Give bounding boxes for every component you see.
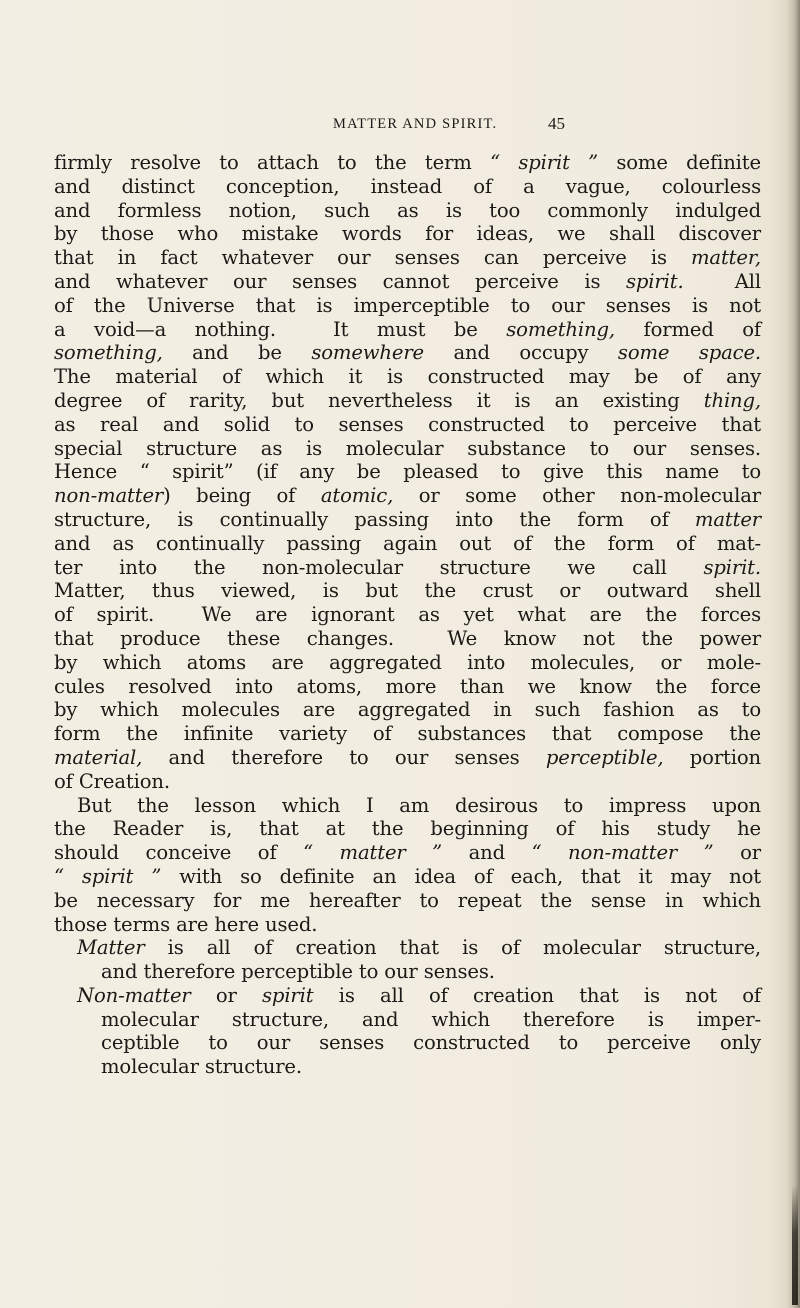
text-run: special structure as is molecular substance to our senses. xyxy=(54,436,761,460)
text-line xyxy=(54,484,761,508)
italic-text: non-matter xyxy=(54,484,164,508)
text-line xyxy=(54,675,761,699)
text-run: Hence “ spirit” (if any be pleased to give this name to xyxy=(54,460,761,484)
text-line xyxy=(54,532,761,556)
text-run: form the infinite variety of substances that compose the xyxy=(54,722,761,746)
text-line xyxy=(54,556,761,580)
text-run: of Creation. xyxy=(54,769,170,793)
text-line xyxy=(54,698,761,722)
italic-text: Matter xyxy=(77,936,145,960)
text-run: cules resolved into atoms, more than we know the force xyxy=(54,674,761,698)
text-run: firmly resolve to attach to the term xyxy=(54,151,491,174)
text-run: structure, is continually passing into the form of xyxy=(54,507,695,531)
italic-text: spirit. xyxy=(625,269,684,293)
italic-text: spirit. xyxy=(703,555,761,579)
italic-text: “ matter ” xyxy=(303,841,443,865)
text-run: But the lesson which I am desirous to impress upon xyxy=(77,793,761,817)
text-run: and therefore to our senses xyxy=(142,745,546,769)
text-run: and distinct conception, instead of a vague, colourless xyxy=(54,174,761,198)
running-head xyxy=(0,116,800,136)
text-run: as real and solid to senses constructed to perceive that xyxy=(54,412,761,436)
text-line xyxy=(54,913,761,937)
italic-text: spirit xyxy=(262,983,314,1007)
text-run: with so definite an idea of each, that it may not xyxy=(161,864,762,888)
text-line xyxy=(54,889,761,913)
text-line xyxy=(54,984,761,1008)
text-run: and formless notion, such as is too commonly indulged xyxy=(54,198,761,222)
italic-text: matter, xyxy=(691,246,761,270)
text-run: and be xyxy=(162,341,312,365)
italic-text: thing, xyxy=(703,388,761,412)
text-run: of spirit. We are ignorant as yet what are the forces xyxy=(54,603,761,627)
text-line xyxy=(54,508,761,532)
page-number: 45 xyxy=(548,114,565,133)
text-line xyxy=(54,722,761,746)
text-line xyxy=(54,770,761,794)
text-run: portion xyxy=(663,745,761,769)
text-run: that produce these changes. We know not the power xyxy=(54,626,761,650)
text-line xyxy=(54,175,761,199)
page-edge-shadow xyxy=(786,0,800,1308)
text-run: that in fact whatever our senses can perceive is xyxy=(54,246,691,270)
text-run: molecular structure, and which therefore is imper- xyxy=(101,1007,761,1031)
text-run: formed of xyxy=(614,317,761,341)
italic-text: matter xyxy=(694,507,761,531)
text-run: or some other non-molecular xyxy=(393,484,761,508)
text-line xyxy=(54,318,761,342)
italic-text: something, xyxy=(506,317,615,341)
text-run: be necessary for me hereafter to repeat the sense in which xyxy=(54,888,761,912)
text-line xyxy=(54,960,761,984)
page-edge-mark xyxy=(792,1185,798,1305)
text-run: by which molecules are aggregated in such fashion as to xyxy=(54,698,761,722)
text-line xyxy=(54,222,761,246)
italic-text: “ non-matter ” xyxy=(531,841,714,865)
text-run: by those who mistake words for ideas, we shall discover xyxy=(54,222,761,246)
text-line xyxy=(54,603,761,627)
text-run: The material of which it is constructed may be of any xyxy=(54,365,761,389)
text-run: degree of rarity, but nevertheless it is an existing xyxy=(54,388,704,412)
text-run: ter into the non-molecular structure we call xyxy=(54,555,704,579)
italic-text: something, xyxy=(54,341,163,365)
text-line xyxy=(54,199,761,223)
text-line xyxy=(54,460,761,484)
text-line xyxy=(54,365,761,389)
text-line xyxy=(54,817,761,841)
text-line xyxy=(54,841,761,865)
text-line xyxy=(54,579,761,603)
text-run: and xyxy=(442,841,532,865)
text-line xyxy=(54,151,761,175)
text-run: of the Universe that is imperceptible to our senses is not xyxy=(54,293,761,317)
text-run: and therefore perceptible to our senses. xyxy=(101,960,495,984)
text-run: by which atoms are aggregated into molecules, or mole- xyxy=(54,650,761,674)
text-run: should conceive of xyxy=(54,841,304,865)
italic-text: Non-matter xyxy=(77,983,191,1007)
text-line xyxy=(54,1031,761,1055)
body-text xyxy=(54,151,761,1079)
text-run: molecular structure. xyxy=(101,1055,302,1079)
italic-text: some space. xyxy=(617,341,762,365)
italic-text: “ spirit ” xyxy=(490,151,599,174)
text-run: some definite xyxy=(598,151,761,174)
text-run: Matter, thus viewed, is but the crust or outward shell xyxy=(54,579,761,603)
text-line xyxy=(54,413,761,437)
text-run: and whatever our senses cannot perceive is xyxy=(54,269,626,293)
text-run: All xyxy=(683,269,761,293)
text-run: and as continually passing again out of the form of mat- xyxy=(54,531,761,555)
text-line xyxy=(54,1055,761,1079)
text-run: the Reader is, that at the beginning of his study he xyxy=(54,817,761,841)
text-run: is all of creation that is not of xyxy=(313,983,761,1007)
text-run: and occupy xyxy=(424,341,618,365)
italic-text: perceptible, xyxy=(545,745,664,769)
running-title: MATTER AND SPIRIT. xyxy=(333,116,498,132)
text-line xyxy=(54,389,761,413)
text-run: ceptible to our senses constructed to perceive only xyxy=(101,1031,761,1055)
text-line xyxy=(54,341,761,365)
text-line xyxy=(54,270,761,294)
italic-text: atomic, xyxy=(320,484,394,508)
text-line xyxy=(54,627,761,651)
text-line xyxy=(54,651,761,675)
italic-text: “ spirit ” xyxy=(54,864,162,888)
text-line xyxy=(54,936,761,960)
text-line xyxy=(54,294,761,318)
text-run: ) being of xyxy=(163,484,321,508)
text-run: or xyxy=(713,841,761,865)
text-line xyxy=(54,794,761,818)
text-line xyxy=(54,1008,761,1032)
text-run: is all of creation that is of molecular structure, xyxy=(144,936,761,960)
italic-text: material, xyxy=(54,745,143,769)
text-line xyxy=(54,246,761,270)
text-line xyxy=(54,865,761,889)
italic-text: somewhere xyxy=(311,341,424,365)
text-line xyxy=(54,437,761,461)
text-line xyxy=(54,746,761,770)
text-run: or xyxy=(190,983,263,1007)
text-run: a void—a nothing. It must be xyxy=(54,317,507,341)
text-run: those terms are here used. xyxy=(54,912,318,936)
